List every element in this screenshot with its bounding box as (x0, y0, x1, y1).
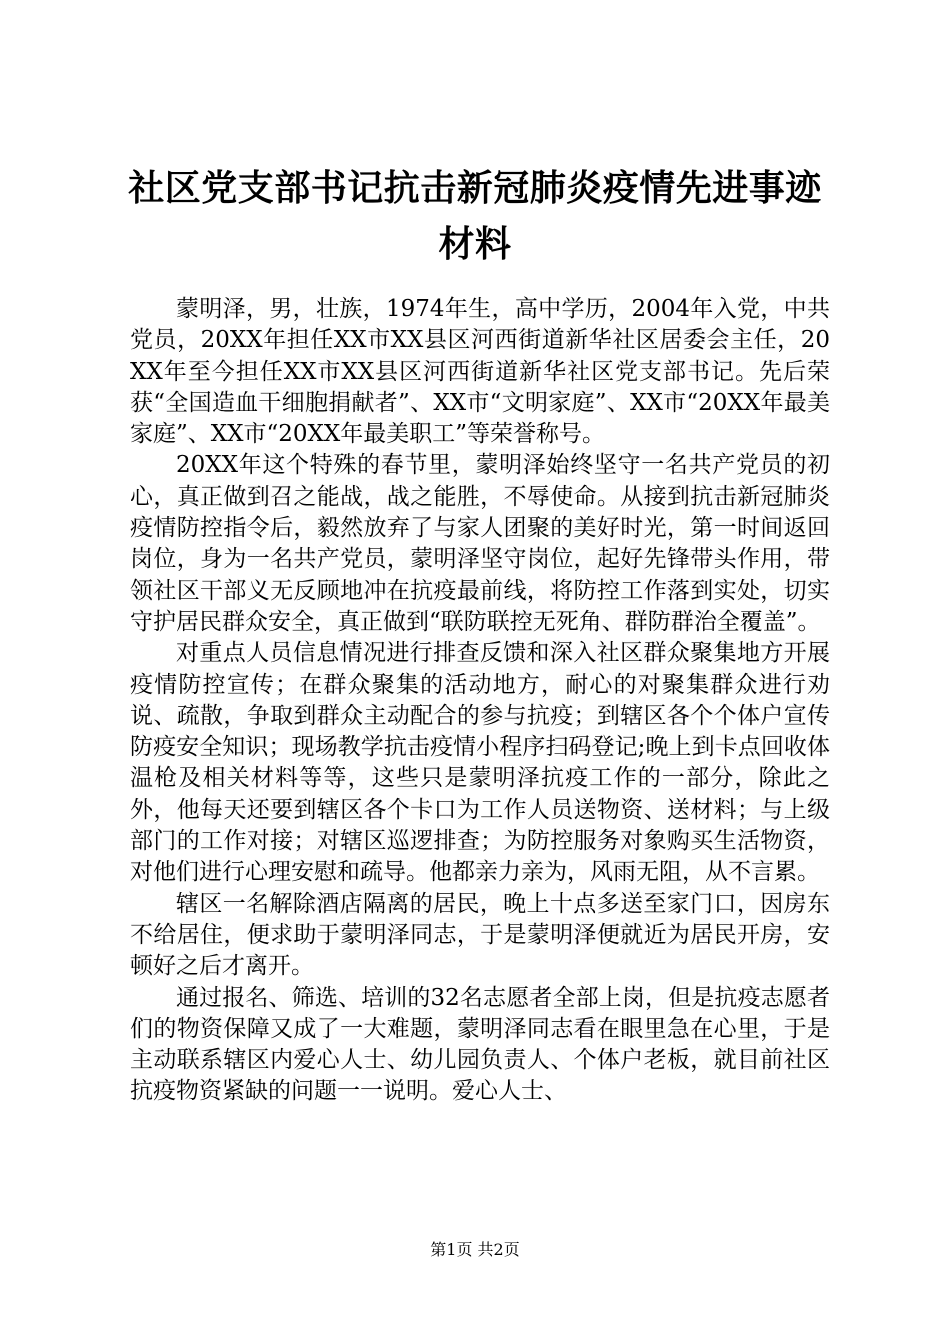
document-body (130, 294, 830, 1108)
paragraph-profile: 蒙明泽，男，壮族，1974年生，高中学历，2004年入党，中共党员，20XX年担任XX市XX县区河西街道新华社区居委会主任，20XX年至今担任XX市XX县区河西街道新华社区党支部书记。先后荣获“全国造血干细胞捐献者”、XX市“文明家庭”、XX市“20XX年最美家庭”、XX市“20XX年最美职工”等荣誉称号。 (130, 296, 830, 448)
page-footer: 第1页 共2页 (430, 1240, 520, 1259)
paragraph-daily-work: 对重点人员信息情况进行排查反馈和深入社区群众聚集地方开展疫情防控宣传；在群众聚集的活动地方，耐心的对聚集群众进行劝说、疏散，争取到群众主动配合的参与抗疫；到辖区各个个体户宣传防疫安全知识；现场教学抗击疫情小程序扫码登记;晚上到卡点回收体温枪及相关材料等等，这些只是蒙明泽抗疫工作的一部分，除此之外，他每天还要到辖区各个卡口为工作人员送物资、送材料；与上级部门的工作对接；对辖区巡逻排查；为防控服务对象购买生活物资，对他们进行心理安慰和疏导。他都亲力亲为，风雨无阻，从不言累。 (130, 640, 830, 886)
paragraph-resident-help: 辖区一名解除酒店隔离的居民，晚上十点多送至家门口，因房东不给居住，便求助于蒙明泽同志，于是蒙明泽便就近为居民开房，安顿好之后才离开。 (130, 890, 830, 980)
paragraph-volunteers: 通过报名、筛选、培训的32名志愿者全部上岗，但是抗疫志愿者们的物资保障又成了一大难题，蒙明泽同志看在眼里急在心里，于是主动联系辖区内爱心人士、幼儿园负责人、个体户老板，就目前社区抗疫物资紧缺的问题一一说明。爱心人士、 (130, 984, 830, 1105)
document-title: 社区党支部书记抗击新冠肺炎疫情先进事迹材料 (128, 167, 822, 265)
paragraph-spring-festival: 20XX年这个特殊的春节里，蒙明泽始终坚守一名共产党员的初心，真正做到召之能战，战之能胜，不辱使命。从接到抗击新冠肺炎疫情防控指令后，毅然放弃了与家人团聚的美好时光，第一时间返回岗位，身为一名共产党员，蒙明泽坚守岗位，起好先锋带头作用，带领社区干部义无反顾地冲在抗疫最前线，将防控工作落到实处，切实守护居民群众安全，真正做到“联防联控无死角、群防群治全覆盖”。 (130, 452, 830, 635)
